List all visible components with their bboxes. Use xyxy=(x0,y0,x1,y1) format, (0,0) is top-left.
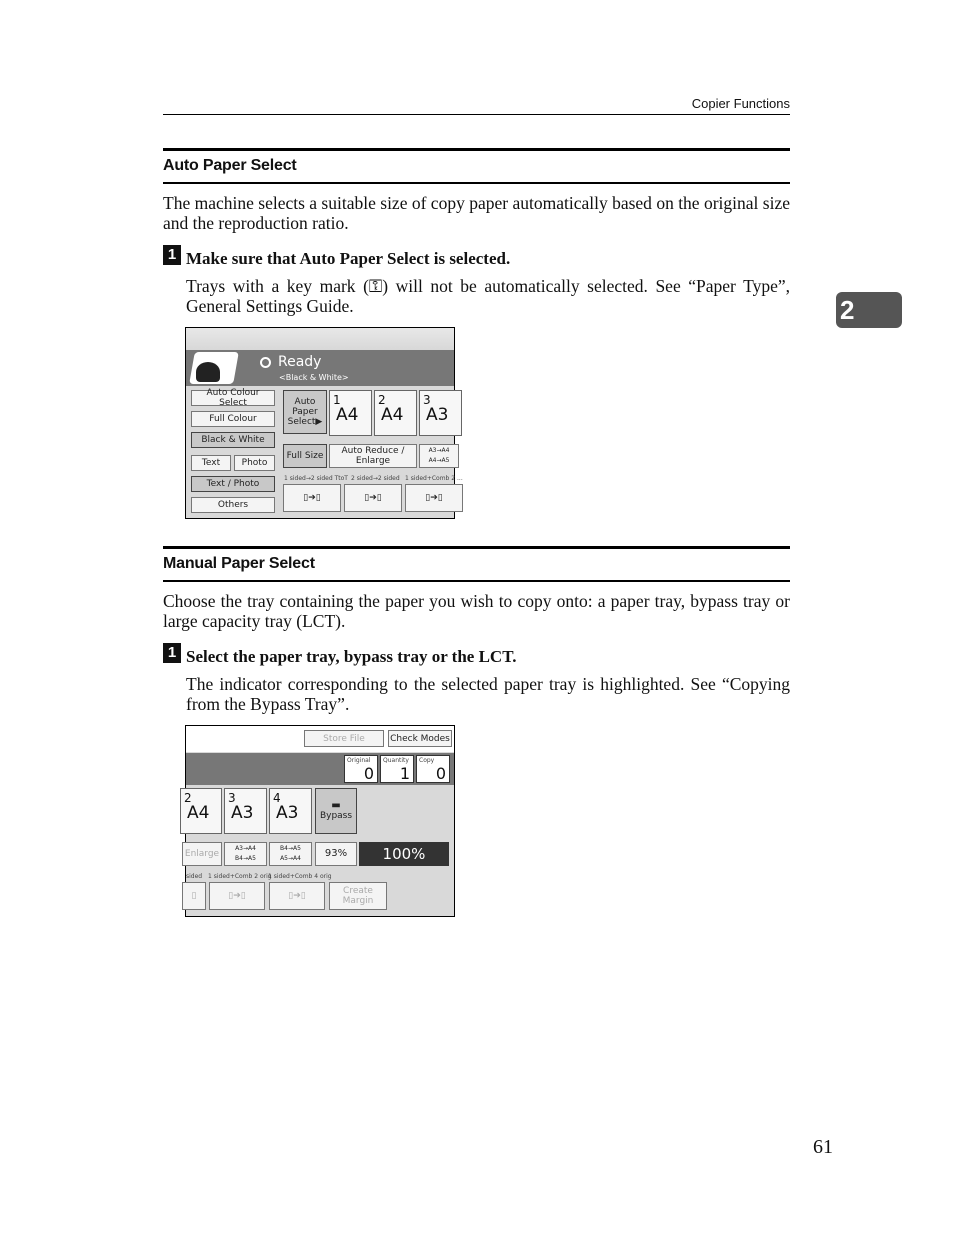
tray-number: 1 xyxy=(333,393,341,407)
step-text: Make sure that Auto Paper Select is selected. xyxy=(186,249,511,268)
duplex-label-2: 2 sided→2 sided xyxy=(351,475,400,482)
duplex-label-3: 1 sided+Comb 2 ... xyxy=(405,475,463,482)
enlarge-button[interactable]: Enlarge xyxy=(182,842,222,866)
auto-paper-select-button[interactable]: Auto Paper Select▶ xyxy=(283,390,327,434)
paper-tray-1[interactable] xyxy=(329,390,372,436)
duplex-label-2: 1 sided+Comb 2 orig xyxy=(208,873,272,880)
tray-size: A4 xyxy=(381,405,404,425)
tray-size: A3 xyxy=(276,803,299,823)
combine-icon: ▯➔▯ xyxy=(425,493,443,503)
copier-screen-auto-paper xyxy=(185,327,463,519)
duplex-label-3: 1 sided+Comb 4 orig xyxy=(268,873,332,880)
counter-value: 1 xyxy=(399,764,410,783)
duplex-label-1: 1 sided→2 sided TtoT xyxy=(284,475,348,482)
full-size-button[interactable]: Full Size xyxy=(283,444,327,468)
duplex-button[interactable] xyxy=(182,882,206,910)
store-file-button[interactable]: Store File xyxy=(304,730,384,747)
quantity-counter xyxy=(380,755,414,783)
text-photo-button[interactable]: Text / Photo xyxy=(191,476,275,492)
header-rule xyxy=(163,114,790,115)
step-number: 1 xyxy=(163,245,181,265)
full-colour-button[interactable]: Full Colour xyxy=(191,411,275,427)
auto-reduce-enlarge-button[interactable]: Auto Reduce / Enlarge xyxy=(329,444,417,468)
ratio-display: 100% xyxy=(359,842,449,866)
tray-size: A3 xyxy=(426,405,449,425)
paper-tray-3[interactable] xyxy=(224,788,267,834)
others-button[interactable]: Others xyxy=(191,497,275,513)
counter-label: Quantity xyxy=(383,757,409,764)
status-text: Ready xyxy=(278,354,322,370)
text-button[interactable]: Text xyxy=(191,455,231,471)
paper-tray-3[interactable] xyxy=(419,390,462,436)
counter-label: Copy xyxy=(419,757,435,764)
ratio-small-display[interactable]: 93% xyxy=(315,842,357,866)
page-number: 61 xyxy=(813,1136,833,1158)
combine-2-button[interactable] xyxy=(209,882,265,910)
step-text: Select the paper tray, bypass tray or the LCT. xyxy=(186,647,517,666)
bypass-tray-icon: ▬ xyxy=(331,800,341,811)
combine-4-button[interactable] xyxy=(269,882,325,910)
black-white-button[interactable]: Black & White xyxy=(191,432,275,448)
step-number: 1 xyxy=(163,643,181,663)
reduce-preset-b-button[interactable]: B4→A5 A5→A4 xyxy=(269,842,312,866)
combine-icon: ▯➔▯ xyxy=(228,891,246,901)
section-rule-top xyxy=(163,148,790,151)
paper-tray-2[interactable] xyxy=(374,390,417,436)
reduce-preset-a-button[interactable]: A3→A4 B4→A5 xyxy=(224,842,267,866)
duplex-icon: ▯➔▯ xyxy=(364,493,382,503)
step-note: Trays with a key mark (⚿) will not be automatically selected. See “Paper Type”, General Settings Guide. xyxy=(186,276,790,316)
section-title-manual-paper: Manual Paper Select xyxy=(163,555,315,572)
original-counter xyxy=(344,755,378,783)
tray-number: 2 xyxy=(184,791,192,805)
combine-button[interactable] xyxy=(405,484,463,512)
section-rule-bottom xyxy=(163,580,790,582)
create-margin-button[interactable]: Create Margin xyxy=(329,882,387,910)
toner-icon xyxy=(196,362,220,382)
copier-screen-manual-paper xyxy=(185,725,455,917)
reduce-preset-button[interactable]: A3→A4 A4→A5 xyxy=(419,444,459,468)
chapter-tab: 2 xyxy=(836,292,902,328)
running-header: Copier Functions xyxy=(691,96,790,111)
tray-size: A4 xyxy=(336,405,359,425)
auto-colour-select-button[interactable]: Auto Colour Select xyxy=(191,390,275,406)
combine-icon: ▯➔▯ xyxy=(288,891,306,901)
tray-size: A4 xyxy=(187,803,210,823)
section-intro: The machine selects a suitable size of copy paper automatically based on the original size and the reproduction ratio. xyxy=(163,193,790,233)
photo-button[interactable]: Photo xyxy=(234,455,275,471)
tray-size: A3 xyxy=(231,803,254,823)
tray-number: 2 xyxy=(378,393,386,407)
paper-tray-4[interactable] xyxy=(269,788,312,834)
step-note: The indicator corresponding to the selected paper tray is highlighted. See “Copying from the Bypass Tray”. xyxy=(186,674,790,714)
duplex-label-1: sided xyxy=(186,873,203,880)
mode-text: <Black & White> xyxy=(279,373,349,382)
counter-value: 0 xyxy=(435,764,446,783)
bypass-label: Bypass xyxy=(319,811,353,821)
section-title-auto-paper: Auto Paper Select xyxy=(163,157,297,174)
check-modes-button[interactable]: Check Modes xyxy=(388,730,452,747)
counter-value: 0 xyxy=(363,764,374,783)
section-rule-bottom xyxy=(163,182,790,184)
duplex-icon: ▯➔▯ xyxy=(303,493,321,503)
duplex-1-to-2-button[interactable] xyxy=(283,484,341,512)
ready-icon xyxy=(260,357,271,368)
section-intro: Choose the tray containing the paper you wish to copy onto: a paper tray, bypass tray or large capacity tray (LCT). xyxy=(163,591,790,631)
tray-number: 3 xyxy=(228,791,236,805)
copy-counter xyxy=(416,755,450,783)
tray-number: 3 xyxy=(423,393,431,407)
tray-number: 4 xyxy=(273,791,281,805)
paper-tray-2[interactable] xyxy=(180,788,222,834)
duplex-icon: ▯ xyxy=(191,891,197,901)
section-rule-top xyxy=(163,546,790,549)
duplex-2-to-2-button[interactable] xyxy=(344,484,402,512)
bypass-tray-button[interactable] xyxy=(315,788,357,834)
counter-label: Original xyxy=(347,757,371,764)
